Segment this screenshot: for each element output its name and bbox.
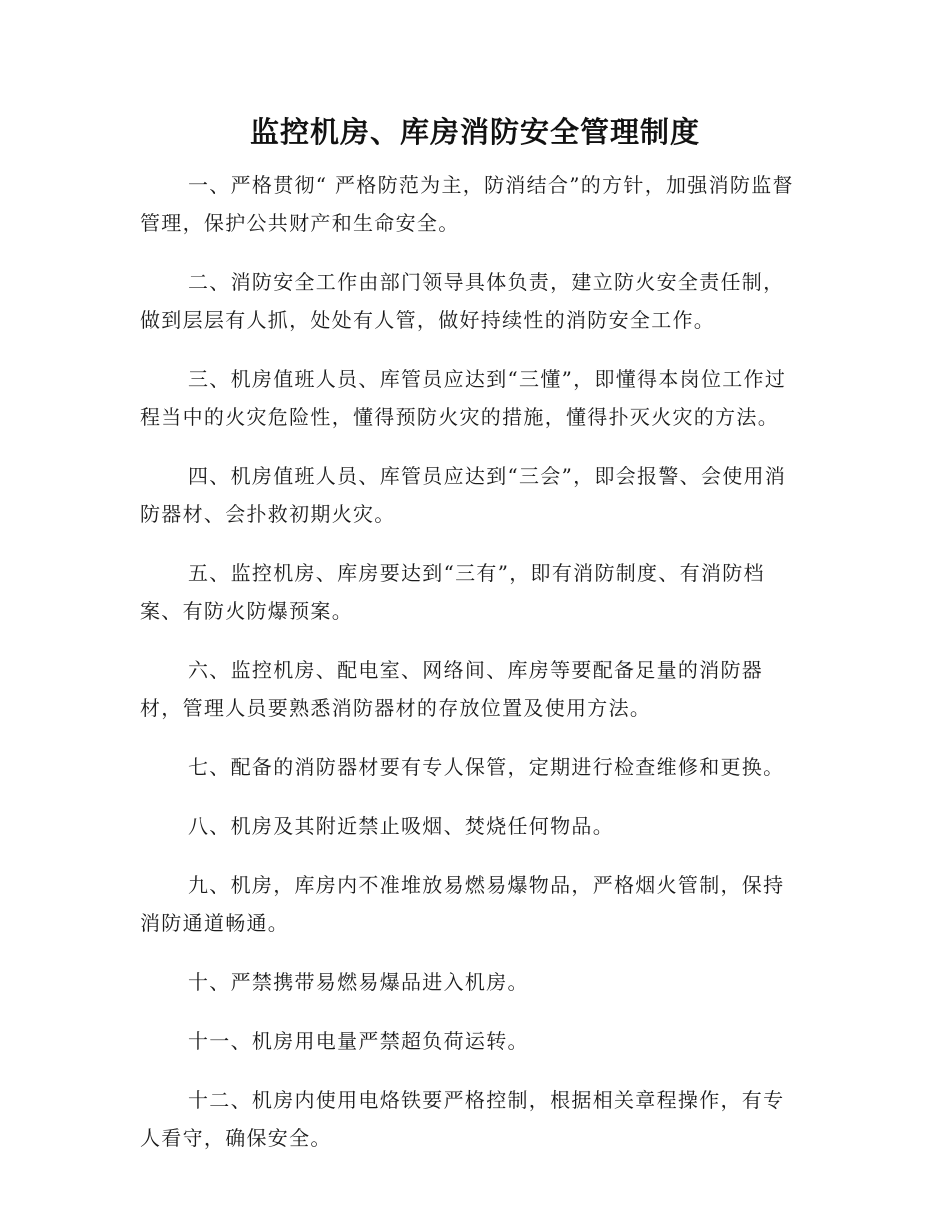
paragraph-12: 十二、机房内使用电烙铁要严格控制，根据相关章程操作，有专人看守，确保安全。 xyxy=(140,1088,785,1150)
paragraph-10: 十、严禁携带易燃易爆品进入机房。 xyxy=(188,970,529,994)
paragraph-4: 四、机房值班人员、库管员应达到“三会”，即会报警、会使用消防器材、会扑救初期火灾。 xyxy=(140,464,787,526)
paragraph-3: 三、机房值班人员、库管员应达到“三懂”，即懂得本岗位工作过程当中的火灾危险性，懂得预防火灾的措施，懂得扑灭火灾的方法。 xyxy=(140,367,787,429)
paragraph-8: 八、机房及其附近禁止吸烟、焚烧任何物品。 xyxy=(188,814,614,838)
paragraph-7: 七、配备的消防器材要有专人保管，定期进行检查维修和更换。 xyxy=(188,755,785,779)
document-title: 监控机房、库房消防安全管理制度 xyxy=(249,115,700,149)
paragraph-6: 六、监控机房、配电室、网络间、库房等要配备足量的消防器材，管理人员要熟悉消防器材的存放位置及使用方法。 xyxy=(140,658,764,720)
paragraph-1: 一、严格贯彻“ 严格防范为主，防消结合”的方针，加强消防监督管理，保护公共财产和生命安全。 xyxy=(140,173,794,235)
paragraph-2: 二、消防安全工作由部门领导具体负责，建立防火安全责任制，做到层层有人抓，处处有人管，做好持续性的消防安全工作。 xyxy=(140,270,785,332)
paragraph-5: 五、监控机房、库房要达到“三有”，即有消防制度、有消防档案、有防火防爆预案。 xyxy=(140,561,765,623)
document-body xyxy=(140,166,802,1178)
paragraph-11: 十一、机房用电量严禁超负荷运转。 xyxy=(188,1029,529,1053)
paragraph-9: 九、机房，库房内不准堆放易燃易爆物品，严格烟火管制，保持消防通道畅通。 xyxy=(140,873,785,935)
